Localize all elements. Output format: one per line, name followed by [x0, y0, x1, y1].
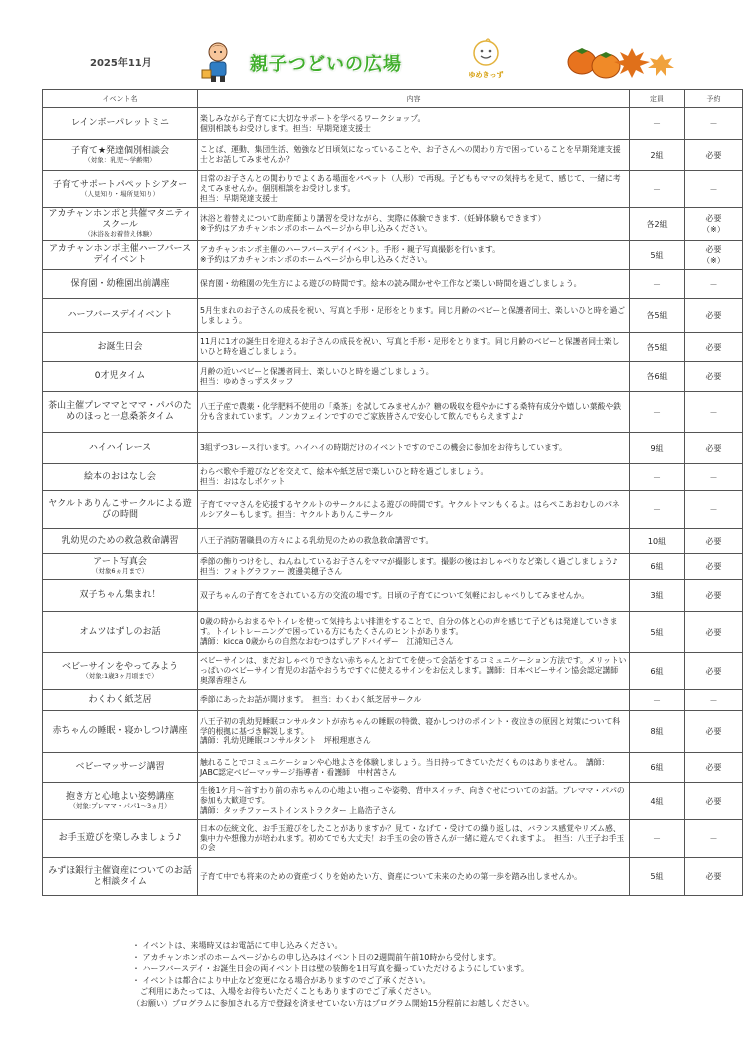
table-row	[43, 241, 743, 270]
event-name	[43, 753, 198, 783]
table-row	[43, 529, 743, 554]
event-reservation: －	[685, 690, 743, 711]
table-row	[43, 333, 743, 362]
event-name	[43, 464, 198, 491]
event-content: 5月生まれのお子さんの成長を祝い、写真と手形・足形をとります。同じ月齢のベビーと保護者同士、楽しいひと時を過ごしましょう。	[198, 299, 630, 333]
event-target-note: （対象:1歳3ヶ月頃まで）	[82, 671, 158, 680]
event-name	[43, 171, 198, 208]
event-capacity: 5組	[630, 858, 685, 896]
event-name	[43, 392, 198, 433]
page-header	[0, 0, 744, 88]
note-line: ご利用にあたっては、入場をお待ちいただくこともありますのでご了承ください。	[132, 987, 436, 997]
event-content: 八王子消防署職員の方々による乳幼児のための救急救命講習です。	[198, 529, 630, 554]
event-name	[43, 333, 198, 362]
event-reservation: 必要	[685, 554, 743, 580]
event-content: ことば、運動、集団生活、勉強など日頃気になっていることや、お子さんへの関わり方で困っていることを早期発達支援士とお話してみませんか？	[198, 140, 630, 171]
table-row	[43, 820, 743, 858]
event-capacity: 10組	[630, 529, 685, 554]
table-header-row	[43, 90, 743, 108]
note-line: ・ ハーフバースデイ・お誕生日会の両イベント日は壁の装飾を1日写真を撮っていただけるようにしています。	[132, 964, 529, 974]
event-content: 3組ずつ3レース行います。ハイハイの時期だけのイベントですのでこの機会に参加をお待ちしています。	[198, 433, 630, 464]
page-title: 親子つどいの広場	[250, 54, 402, 75]
event-target-note: （対象:プレママ・パパ1～3ヵ月）	[69, 801, 171, 810]
event-name-text: 赤ちゃんの睡眠・寝かしつけ講座	[52, 726, 188, 737]
event-reservation: 必要	[685, 433, 743, 464]
event-name	[43, 362, 198, 392]
event-name	[43, 270, 198, 299]
event-reservation: 必要	[685, 653, 743, 690]
event-name	[43, 580, 198, 612]
event-name	[43, 241, 198, 270]
event-content: ベビーサインは、まだおしゃべりできない赤ちゃんとおててを使って会話をするコミュニケーション方法です。メリットいっぱいのベビーサイン育児のお話やおうちですぐに使えるサインをお伝えします。講師：日本ベビーサイン協会認定講師 奥澤香理さん	[198, 653, 630, 690]
event-name-text: 双子ちゃん集まれ！	[79, 590, 161, 601]
event-reservation: 必要 （※）	[685, 208, 743, 241]
event-capacity: －	[630, 491, 685, 529]
event-name	[43, 711, 198, 753]
event-capacity: 各5組	[630, 333, 685, 362]
event-reservation: －	[685, 820, 743, 858]
event-reservation: 必要	[685, 783, 743, 820]
event-name	[43, 612, 198, 653]
event-reservation: 必要	[685, 612, 743, 653]
event-name-text: アカチャンホンポ主催ハーフバースデイイベント	[48, 244, 192, 265]
persimmon-leaves-icon	[566, 40, 686, 84]
event-capacity: －	[630, 820, 685, 858]
event-content: 子育て中でも将来のための資産づくりを始めたい方、資産について未来のための第一歩を踏み出しませんか。	[198, 858, 630, 896]
table-row	[43, 171, 743, 208]
event-name	[43, 820, 198, 858]
event-content: 楽しみながら子育てに大切なサポートを学べるワークショップ。 個別相談もお受けします。担当：早期発達支援士	[198, 108, 630, 140]
table-row	[43, 690, 743, 711]
event-name-text: みずほ銀行主催資産についてのお話と相談タイム	[48, 865, 192, 887]
event-name-text: 保育園・幼稚園出前講座	[70, 278, 170, 289]
event-capacity: 各6組	[630, 362, 685, 392]
event-content: 11月に1才の誕生日を迎えるお子さんの成長を祝い、写真と手形・足形をとります。同じ月齢のベビーと保護者同士楽しいひと時を過ごしましょう。	[198, 333, 630, 362]
table-row	[43, 554, 743, 580]
event-name-text: 茶山主催プレママとママ・パパのためのほっと一息桑茶タイム	[48, 401, 192, 422]
child-mascot-icon	[198, 40, 242, 84]
table-row	[43, 491, 743, 529]
footer-notes	[132, 940, 732, 1010]
event-capacity: －	[630, 464, 685, 491]
event-reservation: 必要	[685, 711, 743, 753]
event-name	[43, 783, 198, 820]
event-name-text: 絵本のおはなし会	[83, 471, 156, 482]
event-content: 生後1ケ月～首すわり前の赤ちゃんの心地よい抱っこや姿勢、背中スイッチ、向きぐせについてのお話。プレママ・パパの参加も大歓迎です。 講師：タッチファーストインストラクター 上島浩子さん	[198, 783, 630, 820]
event-capacity: 各5組	[630, 299, 685, 333]
event-reservation: 必要	[685, 333, 743, 362]
event-content: 日常のお子さんとの関わりでよくある場面をパペット（人形）で再現。子どももママの気持ちを見て、感じて、一緒に考えてみませんか。個別相談をお受けします。 担当：早期発達支援士	[198, 171, 630, 208]
table-row	[43, 783, 743, 820]
header-content: 内容	[198, 90, 630, 108]
logo	[464, 38, 508, 80]
note-line: ・ アカチャンホンポのホームページからの申し込みはイベント日の2週間前午前10時から受付します。	[132, 952, 501, 962]
event-capacity: 9組	[630, 433, 685, 464]
event-reservation: 必要	[685, 529, 743, 554]
event-reservation: 必要	[685, 580, 743, 612]
event-reservation: －	[685, 392, 743, 433]
logo-text: ゆめきっず	[468, 71, 504, 79]
note-line: （お願い）プログラムに参加される方で登録を済ませていない方はプログラム開始15分程前にお越しください。	[132, 998, 535, 1008]
event-capacity: 6組	[630, 753, 685, 783]
table-row	[43, 208, 743, 241]
event-reservation: －	[685, 270, 743, 299]
event-content: 日本の伝統文化、お手玉遊びをしたことがありますか？見て・なげて・受けての繰り返しは、バランス感覚やリズム感、集中力や想像力が培われます。初めてでも大丈夫！お手玉の会の皆さんが一緒に遊んでくれますよ。 担当：八王子お手玉の会	[198, 820, 630, 858]
event-name	[43, 299, 198, 333]
table-row	[43, 270, 743, 299]
table-row	[43, 299, 743, 333]
event-name	[43, 108, 198, 140]
table-row	[43, 392, 743, 433]
event-reservation: 必要	[685, 299, 743, 333]
event-target-note: （人見知り・場所見知り）	[81, 189, 159, 198]
event-target-note: （対象：乳児～学齢期）	[84, 155, 156, 164]
event-target-note: （沐浴＆お着替え体験）	[84, 229, 156, 238]
event-content: わらべ歌や手遊びなどを交えて、絵本や紙芝居で楽しいひと時を過ごしましょう。 担当：おはなしポケット	[198, 464, 630, 491]
event-name	[43, 858, 198, 896]
event-name-text: 乳幼児のための救急救命講習	[61, 535, 179, 546]
event-name	[43, 140, 198, 171]
event-name-text: レインボーパレットミニ	[70, 118, 169, 129]
event-capacity: 5組	[630, 612, 685, 653]
event-content: 八王子初の乳幼児睡眠コンサルタントが赤ちゃんの睡眠の特徴、寝かしつけのポイント・夜泣きの原因と対策について科学的根拠に基づき解説します。 講師：乳幼児睡眠コンサルタント 坪根理恵さん	[198, 711, 630, 753]
event-name	[43, 491, 198, 529]
table-row	[43, 108, 743, 140]
event-reservation: 必要	[685, 753, 743, 783]
table-row	[43, 362, 743, 392]
event-capacity: －	[630, 108, 685, 140]
event-content: アカチャンホンポ主催のハーフバースデイイベント。手形・親子写真撮影を行います。 ※予約はアカチャンホンポのホームページから申し込みください。	[198, 241, 630, 270]
event-name	[43, 653, 198, 690]
logo-smile-icon	[469, 38, 503, 68]
event-reservation: －	[685, 108, 743, 140]
event-reservation: 必要	[685, 362, 743, 392]
event-table	[42, 89, 743, 896]
table-row	[43, 464, 743, 491]
event-capacity: 4組	[630, 783, 685, 820]
header-reservation: 予約	[685, 90, 743, 108]
event-name-text: 子育て★発達個別相談会	[70, 145, 170, 156]
event-reservation: 必要	[685, 140, 743, 171]
event-content: 八王子産で農薬・化学肥料不使用の「桑茶」を試してみませんか？糖の吸収を穏やかにする桑特有成分や嬉しい葉酸や鉄分も含まれています。ノンカフェインですのでご家族皆さんで安心して飲んでもらえますよ♪	[198, 392, 630, 433]
event-name-text: ベビーマッサージ講習	[75, 762, 165, 773]
event-capacity: －	[630, 171, 685, 208]
event-name-text: 0才児タイム	[94, 371, 146, 382]
table-row	[43, 580, 743, 612]
event-capacity: 6組	[630, 653, 685, 690]
event-name-text: 子育てサポートパペットシアター	[52, 179, 188, 190]
event-capacity: 6組	[630, 554, 685, 580]
table-row	[43, 140, 743, 171]
event-name	[43, 433, 198, 464]
event-content: 月齢の近いベビーと保護者同士、楽しいひと時を過ごしましょう。 担当：ゆめきっずスタッフ	[198, 362, 630, 392]
header-capacity: 定員	[630, 90, 685, 108]
event-name-text: わくわく紙芝居	[88, 694, 152, 705]
event-name-text: ベビーサインをやってみよう	[61, 661, 178, 672]
event-content: 0歳の時からおまるやトイレを使って気持ちよい排泄をすることで、自分の体と心の声を感じて子どもは発達していきます。トイレトレーニングで困っている方にもたくさんのヒントがあります。 講師：kicca 0歳からの自然なおむつはずしアドバイザー 江浦知己さん	[198, 612, 630, 653]
event-reservation: 必要	[685, 858, 743, 896]
table-row	[43, 653, 743, 690]
table-row	[43, 433, 743, 464]
event-name	[43, 554, 198, 580]
event-name-text: アート写真会	[93, 557, 147, 568]
event-content: 沐浴と着替えについて助産師より講習を受けながら、実際に体験できます.（妊婦体験もできます） ※予約はアカチャンホンポのホームページから申し込みください。	[198, 208, 630, 241]
event-capacity: 5組	[630, 241, 685, 270]
event-content: 季節の飾りつけをし、ねんねしているお子さんをママが撮影します。撮影の後はおしゃべりなど楽しく過ごしましょう♪ 担当：フォトグラファー 渡邊美穂子さん	[198, 554, 630, 580]
table-row	[43, 711, 743, 753]
event-name-text: 抱き方と心地よい姿勢講座	[65, 791, 174, 802]
event-name-text: オムツはずしのお話	[79, 626, 161, 637]
event-content: 双子ちゃんの子育てをされている方の交流の場です。日頃の子育てについて気軽におしゃべりしてみませんか。	[198, 580, 630, 612]
event-name-text: ハイハイレース	[88, 442, 152, 453]
event-capacity: －	[630, 270, 685, 299]
event-reservation: －	[685, 491, 743, 529]
note-line: ・ イベントは都合により中止など変更になる場合がありますのでご了承ください。	[132, 975, 431, 985]
event-capacity: 8組	[630, 711, 685, 753]
event-name-text: ヤクルトありんこサークルによる遊びの時間	[48, 498, 192, 520]
event-capacity: 2組	[630, 140, 685, 171]
event-reservation: －	[685, 171, 743, 208]
event-target-note: （対象6ヵ月まで）	[91, 567, 149, 575]
header-event-name: イベント名	[43, 90, 198, 108]
table-row	[43, 753, 743, 783]
event-name	[43, 208, 198, 241]
event-content: 保育園・幼稚園の先生方による遊びの時間です。絵本の読み聞かせや工作など楽しい時間を過ごしましょう。	[198, 270, 630, 299]
event-capacity: －	[630, 690, 685, 711]
event-name-text: ハーフバースデイイベント	[67, 310, 173, 321]
event-reservation: 必要 （※）	[685, 241, 743, 270]
table-row	[43, 858, 743, 896]
event-name-text: お手玉遊びを楽しみましょう♪	[58, 833, 182, 844]
table-row	[43, 612, 743, 653]
event-name	[43, 529, 198, 554]
event-reservation: －	[685, 464, 743, 491]
event-name-text: アカチャンホンポと共催マタニティスクール	[48, 209, 192, 231]
event-name-text: お誕生日会	[97, 341, 143, 352]
issue-date: 2025年11月	[90, 58, 152, 69]
note-line: ・ イベントは、来場時又はお電話にて申し込みください。	[132, 941, 343, 950]
event-content: 子育てママさんを応援するヤクルトのサークルによる遊びの時間です。ヤクルトマンもくるよ。はらぺこあおむしのパネルシアターもします。担当：ヤクルトありんこサークル	[198, 491, 630, 529]
event-content: 季節にあったお話が聞けます。 担当：わくわく紙芝居サークル	[198, 690, 630, 711]
event-content: 触れることでコミュニケーションや心地よさを体験しましょう。当日持ってきていただくものはありません。 講師：JABC認定ベビーマッサージ指導者・看護師 中村茜さん	[198, 753, 630, 783]
event-capacity: 3組	[630, 580, 685, 612]
event-name	[43, 690, 198, 711]
event-capacity: 各2組	[630, 208, 685, 241]
event-capacity: －	[630, 392, 685, 433]
